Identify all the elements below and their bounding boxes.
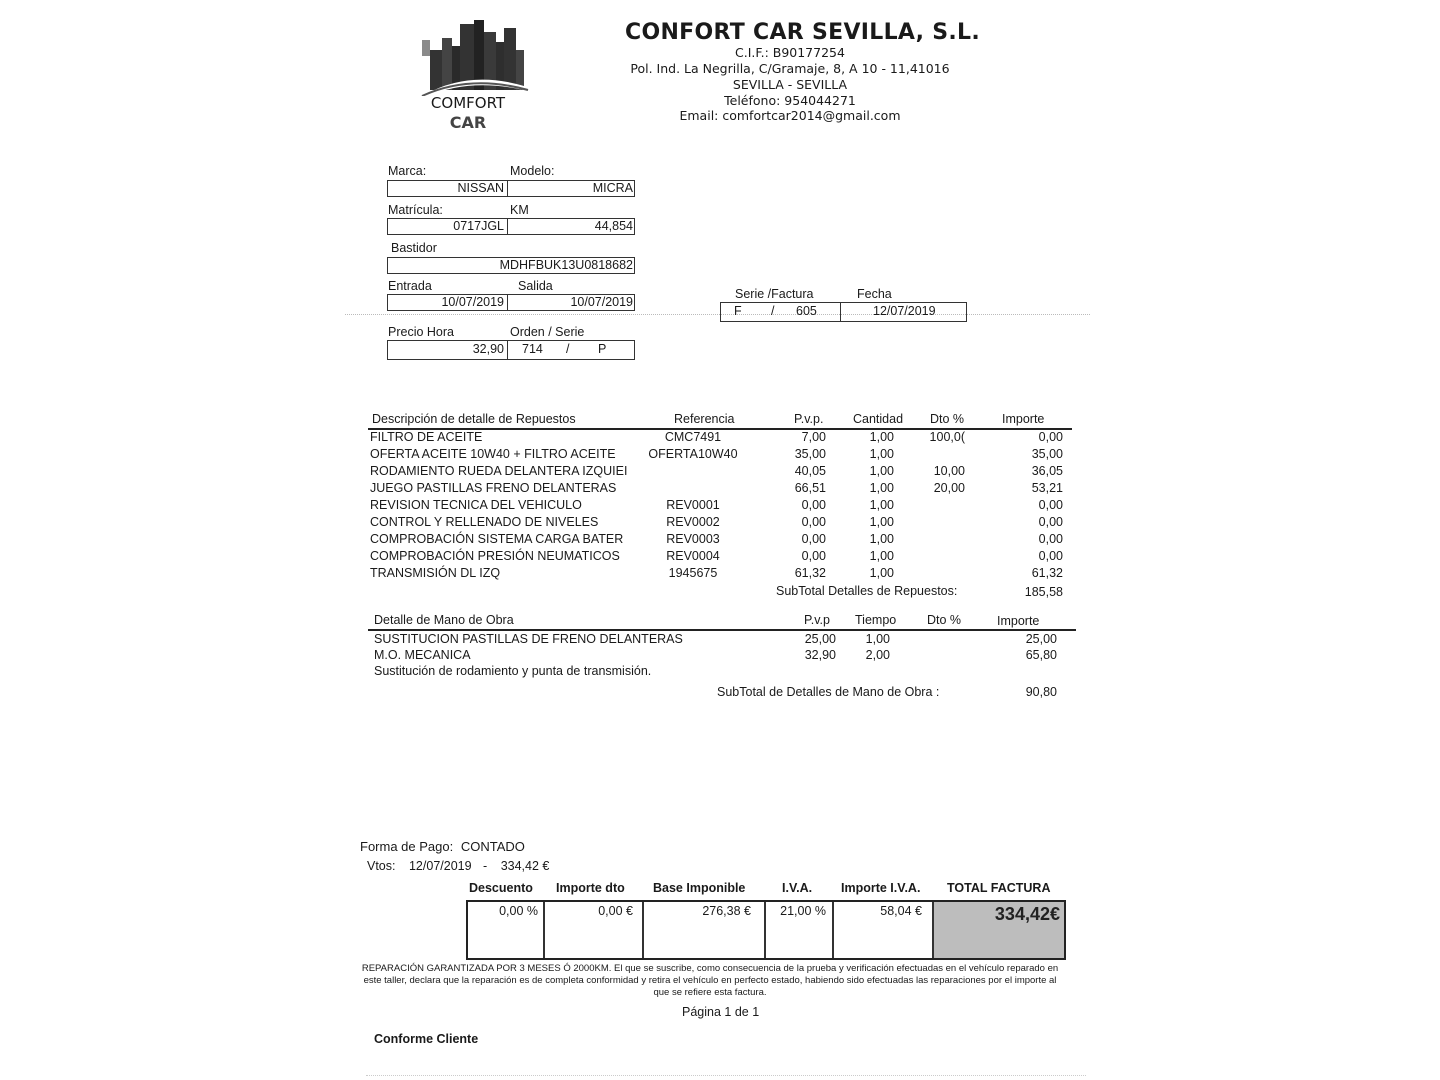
parts-cell-desc: REVISION TECNICA DEL VEHICULO bbox=[370, 498, 582, 512]
parts-cell-ref: 1945675 bbox=[668, 566, 718, 580]
entrada-salida-box bbox=[387, 294, 635, 311]
parts-cell-dto: 10,00 bbox=[933, 464, 965, 478]
parts-cell-pvp: 66,51 bbox=[794, 481, 826, 495]
totals-descuento: 0,00 % bbox=[499, 904, 538, 918]
parts-cell-desc: CONTROL Y RELLENADO DE NIVELES bbox=[370, 515, 599, 529]
parts-cell-imp: 0,00 bbox=[1038, 515, 1063, 529]
serie-factura-label: Serie /Factura bbox=[735, 287, 814, 301]
matricula-km-box bbox=[387, 218, 635, 235]
parts-cell-qty: 1,00 bbox=[869, 481, 894, 495]
parts-cell-ref: REV0001 bbox=[666, 498, 720, 512]
orden-slash: / bbox=[566, 342, 570, 356]
labor-subtotal-label: SubTotal de Detalles de Mano de Obra : bbox=[717, 685, 940, 699]
km-label: KM bbox=[510, 203, 529, 217]
parts-row bbox=[368, 531, 1088, 548]
parts-row bbox=[368, 480, 1088, 497]
totals-header-descuento: Descuento bbox=[469, 881, 533, 895]
modelo-label: Modelo: bbox=[510, 164, 555, 178]
parts-row bbox=[368, 429, 1088, 446]
labor-header-desc: Detalle de Mano de Obra bbox=[374, 613, 514, 627]
labor-header-dto: Dto % bbox=[927, 613, 962, 627]
parts-cell-qty: 1,00 bbox=[869, 566, 894, 580]
orden-number: 714 bbox=[522, 342, 543, 356]
company-cif: C.I.F.: B90177254 bbox=[735, 45, 845, 60]
parts-cell-imp: 0,00 bbox=[1038, 549, 1063, 563]
labor-table bbox=[368, 612, 1088, 707]
totals-header-total: TOTAL FACTURA bbox=[947, 881, 1051, 895]
parts-row bbox=[368, 548, 1088, 565]
parts-header-imp: Importe bbox=[1002, 412, 1045, 426]
parts-cell-imp: 0,00 bbox=[1038, 498, 1063, 512]
parts-header-qty: Cantidad bbox=[853, 412, 904, 426]
invoice-date: 12/07/2019 bbox=[873, 304, 936, 318]
parts-cell-imp: 61,32 bbox=[1031, 566, 1063, 580]
parts-header-ref: Referencia bbox=[674, 412, 735, 426]
company-logo bbox=[412, 16, 542, 136]
labor-cell-pvp: 32,90 bbox=[804, 648, 836, 662]
parts-cell-desc: RODAMIENTO RUEDA DELANTERA IZQUIEI bbox=[370, 464, 628, 478]
parts-cell-qty: 1,00 bbox=[869, 498, 894, 512]
matricula-label: Matrícula: bbox=[388, 203, 443, 217]
invoice-slash: / bbox=[771, 304, 775, 318]
labor-row bbox=[368, 647, 1088, 664]
parts-row bbox=[368, 514, 1088, 531]
parts-cell-desc: COMPROBACIÓN SISTEMA CARGA BATER bbox=[370, 532, 624, 546]
parts-cell-desc: JUEGO PASTILLAS FRENO DELANTERAS bbox=[370, 481, 617, 495]
signature-label: Conforme Cliente bbox=[374, 1032, 479, 1046]
parts-cell-dto: 20,00 bbox=[933, 481, 965, 495]
marca-modelo-box bbox=[387, 180, 635, 197]
dotted-divider bbox=[345, 314, 1090, 315]
parts-cell-pvp: 7,00 bbox=[801, 430, 826, 444]
totals-base: 276,38 € bbox=[702, 904, 751, 918]
totals-importe-iva: 58,04 € bbox=[880, 904, 922, 918]
vtos-label: Vtos: bbox=[367, 859, 396, 873]
parts-cell-pvp: 61,32 bbox=[794, 566, 826, 580]
labor-header-imp: Importe bbox=[997, 614, 1040, 628]
parts-cell-ref: REV0004 bbox=[666, 549, 720, 563]
totals-box bbox=[466, 900, 1066, 960]
vtos-amount: 334,42 € bbox=[500, 859, 550, 873]
salida-value: 10/07/2019 bbox=[570, 295, 633, 309]
entrada-label: Entrada bbox=[388, 279, 432, 293]
total-factura-value: 334,42€ bbox=[994, 904, 1060, 924]
invoice-box bbox=[720, 302, 967, 322]
vtos-dash: - bbox=[483, 859, 488, 873]
totals-iva: 21,00 % bbox=[780, 904, 826, 918]
totals-header-importe-iva: Importe I.V.A. bbox=[841, 881, 921, 895]
labor-cell-desc: M.O. MECANICA bbox=[374, 648, 471, 662]
parts-subtotal-value: 185,58 bbox=[1024, 585, 1063, 599]
total-shaded-cell bbox=[934, 902, 1064, 958]
precio-hora-value: 32,90 bbox=[472, 342, 504, 356]
bastidor-value: MDHFBUK13U0818682 bbox=[499, 258, 633, 272]
page-number: Página 1 de 1 bbox=[682, 1005, 760, 1019]
invoice-serie: F bbox=[734, 304, 742, 318]
matricula-value: 0717JGL bbox=[453, 219, 504, 233]
parts-cell-desc: OFERTA ACEITE 10W40 + FILTRO ACEITE bbox=[370, 447, 616, 461]
labor-cell-time: 2,00 bbox=[865, 648, 890, 662]
parts-cell-dto: 100,0( bbox=[929, 430, 965, 444]
parts-cell-pvp: 35,00 bbox=[794, 447, 826, 461]
labor-subtotal-value: 90,80 bbox=[1025, 685, 1057, 699]
labor-rows bbox=[368, 631, 1088, 665]
parts-cell-imp: 53,21 bbox=[1031, 481, 1063, 495]
parts-cell-ref: REV0003 bbox=[666, 532, 720, 546]
parts-cell-imp: 0,00 bbox=[1038, 430, 1063, 444]
parts-cell-qty: 1,00 bbox=[869, 447, 894, 461]
company-city: SEVILLA - SEVILLA bbox=[732, 77, 848, 92]
labor-note: Sustitución de rodamiento y punta de transmisión. bbox=[374, 664, 652, 678]
parts-cell-imp: 0,00 bbox=[1038, 532, 1063, 546]
km-value: 44,854 bbox=[594, 219, 633, 233]
labor-row bbox=[368, 631, 1088, 648]
modelo-value: MICRA bbox=[592, 181, 633, 195]
parts-cell-desc: TRANSMISIÓN DL IZQ bbox=[370, 566, 501, 580]
parts-cell-imp: 35,00 bbox=[1031, 447, 1063, 461]
entrada-value: 10/07/2019 bbox=[441, 295, 504, 309]
marca-label: Marca: bbox=[388, 164, 427, 178]
labor-cell-pvp: 25,00 bbox=[804, 632, 836, 646]
parts-rows bbox=[368, 429, 1088, 584]
parts-row bbox=[368, 463, 1088, 480]
labor-cell-time: 1,00 bbox=[865, 632, 890, 646]
orden-serie-label: Orden / Serie bbox=[510, 325, 585, 339]
payment-method bbox=[360, 839, 525, 854]
payment-method-label: Forma de Pago: bbox=[360, 839, 454, 854]
company-email: Email: comfortcar2014@gmail.com bbox=[679, 108, 901, 123]
orden-serie: P bbox=[598, 342, 607, 356]
parts-row bbox=[368, 565, 1088, 582]
parts-header-pvp: P.v.p. bbox=[794, 412, 824, 426]
precio-orden-box bbox=[387, 340, 635, 360]
parts-table bbox=[368, 410, 1088, 605]
marca-value: NISSAN bbox=[457, 181, 504, 195]
parts-row bbox=[368, 497, 1088, 514]
precio-hora-label: Precio Hora bbox=[388, 325, 454, 339]
labor-header-pvp: P.v.p bbox=[804, 613, 830, 627]
parts-cell-ref: REV0002 bbox=[666, 515, 720, 529]
invoice-number: 605 bbox=[796, 304, 817, 318]
parts-cell-qty: 1,00 bbox=[869, 430, 894, 444]
warranty-text: REPARACIÓN GARANTIZADA POR 3 MESES Ó 2000KM. El que se suscribe, como consecuencia de la prueba y verificación efectuadas en el vehículo reparado en este taller, declara que la reparación es de completa conformidad y retira el vehículo en perfecto estado, habiendo sido efectuadas las reparaciones por el importe al que se refiere esta factura. bbox=[361, 963, 1059, 998]
parts-cell-ref: OFERTA10W40 bbox=[648, 447, 738, 461]
payment-method-value: CONTADO bbox=[460, 839, 525, 854]
parts-subtotal-label: SubTotal Detalles de Repuestos: bbox=[776, 584, 958, 598]
totals-header-base: Base Imponible bbox=[653, 881, 746, 895]
totals-header-iva: I.V.A. bbox=[782, 881, 813, 895]
bastidor-box bbox=[387, 257, 635, 274]
parts-cell-pvp: 0,00 bbox=[801, 549, 826, 563]
parts-cell-qty: 1,00 bbox=[869, 532, 894, 546]
logo-line-1: COMFORT bbox=[430, 94, 506, 112]
totals-importe-dto: 0,00 € bbox=[598, 904, 633, 918]
logo-line-2: CAR bbox=[449, 113, 487, 132]
bastidor-label: Bastidor bbox=[391, 241, 437, 255]
payment-due bbox=[367, 859, 549, 873]
parts-cell-qty: 1,00 bbox=[869, 464, 894, 478]
company-phone: Teléfono: 954044271 bbox=[724, 93, 856, 108]
parts-cell-pvp: 0,00 bbox=[801, 498, 826, 512]
parts-cell-pvp: 0,00 bbox=[801, 532, 826, 546]
parts-row bbox=[368, 446, 1088, 463]
vtos-date: 12/07/2019 bbox=[408, 859, 472, 873]
parts-cell-pvp: 0,00 bbox=[801, 515, 826, 529]
fecha-label: Fecha bbox=[857, 287, 892, 301]
parts-cell-qty: 1,00 bbox=[869, 549, 894, 563]
parts-cell-qty: 1,00 bbox=[869, 515, 894, 529]
company-address: Pol. Ind. La Negrilla, C/Gramaje, 8, A 10 - 11,41016 bbox=[630, 61, 950, 76]
totals-header-importe-dto: Importe dto bbox=[556, 881, 625, 895]
salida-label: Salida bbox=[518, 279, 553, 293]
parts-cell-ref: CMC7491 bbox=[664, 430, 722, 444]
company-name: CONFORT CAR SEVILLA, S.L. bbox=[625, 20, 981, 45]
parts-header-dto: Dto % bbox=[930, 412, 965, 426]
parts-cell-imp: 36,05 bbox=[1031, 464, 1063, 478]
parts-cell-desc: FILTRO DE ACEITE bbox=[370, 430, 483, 444]
parts-cell-desc: COMPROBACIÓN PRESIÓN NEUMATICOS bbox=[370, 549, 620, 563]
signature-area bbox=[366, 1035, 1086, 1076]
labor-header-time: Tiempo bbox=[855, 613, 897, 627]
labor-cell-imp: 25,00 bbox=[1025, 632, 1057, 646]
parts-header-desc: Descripción de detalle de Repuestos bbox=[372, 412, 576, 426]
parts-cell-pvp: 40,05 bbox=[794, 464, 826, 478]
city-skyline-logo-icon bbox=[420, 16, 530, 96]
labor-cell-imp: 65,80 bbox=[1025, 648, 1057, 662]
labor-cell-desc: SUSTITUCION PASTILLAS DE FRENO DELANTERAS bbox=[374, 632, 683, 646]
